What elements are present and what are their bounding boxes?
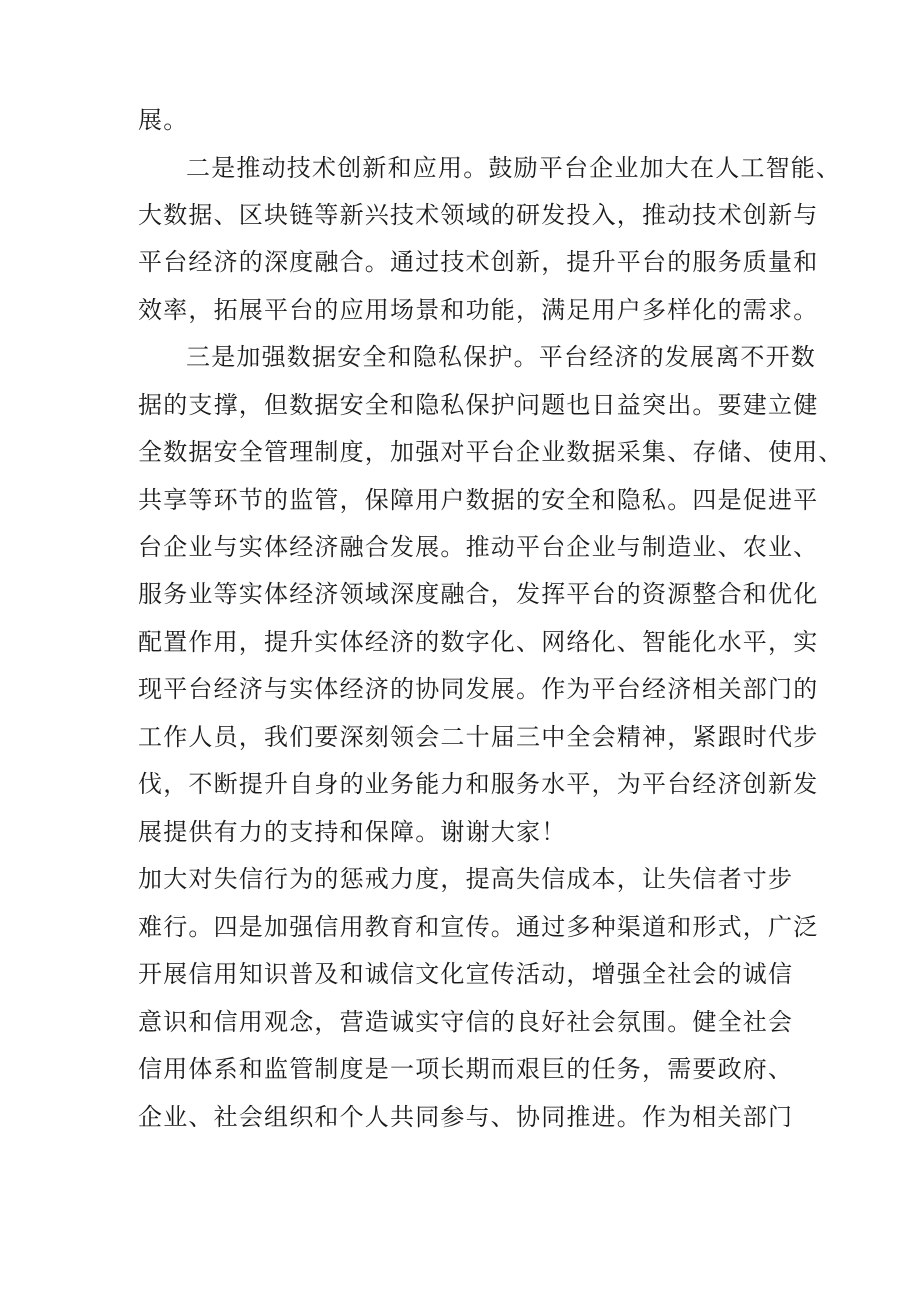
text-line: 共享等环节的监管，保障用户数据的安全和隐私。四是促进平 (138, 486, 819, 514)
text-line: 加大对失信行为的惩戒力度，提高失信成本，让失信者寸步 (138, 865, 794, 893)
text-line: 服务业等实体经济领域深度融合，发挥平台的资源整合和优化 (138, 580, 819, 608)
text-line: 展提供有力的支持和保障。谢谢大家！ (138, 818, 567, 846)
text-line: 开展信用知识普及和诚信文化宣传活动，增强全社会的诚信 (138, 960, 794, 988)
text-line: 伐，不断提升自身的业务能力和服务水平，为平台经济创新发 (138, 770, 819, 798)
text-line: 企业、社会组织和个人共同参与、协同推进。作为相关部门 (138, 1103, 794, 1131)
text-line: 展。 (138, 106, 189, 134)
text-line: 大数据、区块链等新兴技术领域的研发投入，推动技术创新与 (138, 201, 819, 229)
text-line: 效率，拓展平台的应用场景和功能，满足用户多样化的需求。 (138, 296, 819, 324)
text-line: 平台经济的深度融合。通过技术创新，提升平台的服务质量和 (138, 248, 819, 276)
text-line: 据的支撑，但数据安全和隐私保护问题也日益突出。要建立健 (138, 391, 819, 419)
text-line: 工作人员，我们要深刻领会二十届三中全会精神，紧跟时代步 (138, 723, 819, 751)
text-line: 意识和信用观念，营造诚实守信的良好社会氛围。健全社会 (138, 1008, 794, 1036)
text-line: 台企业与实体经济融合发展。推动平台企业与制造业、农业、 (138, 533, 819, 561)
text-line: 难行。四是加强信用教育和宣传。通过多种渠道和形式，广泛 (138, 913, 819, 941)
text-line: 全数据安全管理制度，加强对平台企业数据采集、存储、使用、 (138, 438, 844, 466)
text-line: 信用体系和监管制度是一项长期而艰巨的任务，需要政府、 (138, 1055, 794, 1083)
text-line: 三是加强数据安全和隐私保护。平台经济的发展离不开数 (186, 343, 816, 371)
text-line: 二是推动技术创新和应用。鼓励平台企业加大在人工智能、 (186, 154, 842, 182)
text-line: 现平台经济与实体经济的协同发展。作为平台经济相关部门的 (138, 675, 819, 703)
text-line: 配置作用，提升实体经济的数字化、网络化、智能化水平，实 (138, 628, 819, 656)
